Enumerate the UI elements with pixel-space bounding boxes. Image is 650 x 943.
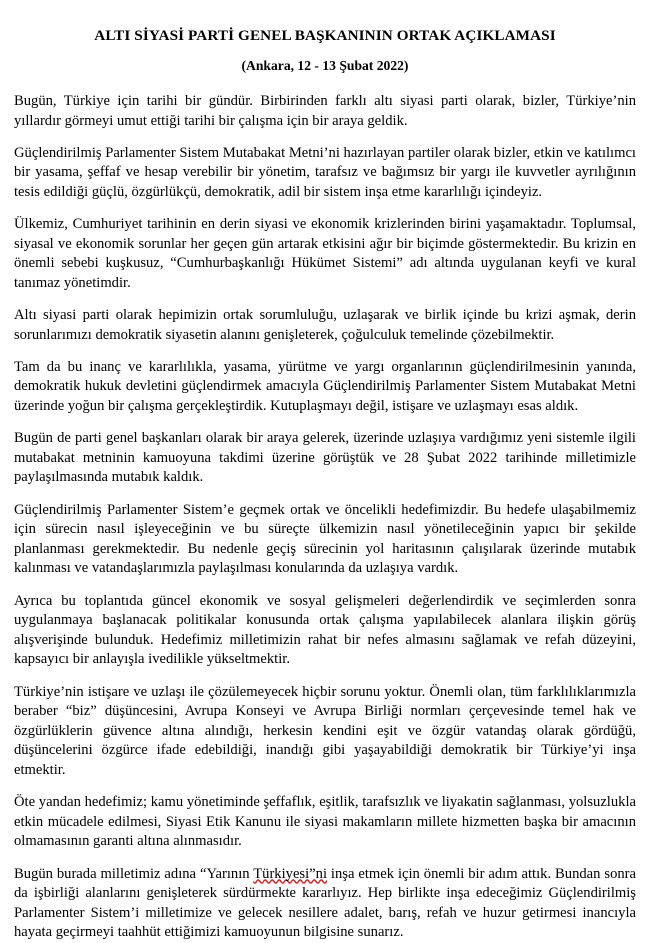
paragraph: Bugün, Türkiye için tarihi bir gündür. Birbirinden farklı altı siyasi parti olarak, bizler, Türkiye’nin yıllardır görmeyi umut ettiği tarihi bir çalışma için bir araya geldik. — [14, 92, 636, 129]
paragraph: Güçlendirilmiş Parlamenter Sistem Mutabakat Metni’ni hazırlayan partiler olarak bizler, etkin ve katılımcı bir yasama, şeffaf ve hesap verebilir bir yönetim, tarafsız ve bağımsız bir yargı ile kuvvetler ayrılığının tesis edildiği güçlü, özgürlükçü, demokratik, adil bir sistem inşa etme kararlılığı içindeyiz. — [14, 144, 636, 200]
document-body — [14, 92, 636, 943]
paragraph: Ülkemiz, Cumhuriyet tarihinin en derin siyasi ve ekonomik krizlerinden birini yaşamaktadır. Toplumsal, siyasal ve ekonomik sorunlar her geçen gün artarak etkisini ağır bir biçimde göstermektedir. Bu krizin en önemli sebebi kuşkusuz, “Cumhurbaşkanlığı Hükümet Sistemi” adı altında uygulanan keyfi ve kural tanımaz yönetimdir. — [14, 216, 636, 291]
paragraph: Türkiye’nin istişare ve uzlaşı ile çözülemeyecek hiçbir sorunu yoktur. Önemli olan, tüm farklılıklarımızla beraber “biz” düşüncesini, Avrupa Konseyi ve Avrupa Birliği normları çerçevesinde temel hak ve özgürlüklerin güvence altına alındığı, herkesin kendini eşit ve özgür vatandaş olarak gördüğü, düşüncelerini özgürce ifade edebildiği, inandığı gibi yaşayabildiği demokratik bir Türkiye’yi inşa etmektir. — [14, 683, 636, 779]
paragraph-with-spellcheck — [14, 865, 636, 943]
spellcheck-underlined-text: Türkiyesi”ni — [253, 865, 327, 882]
document-subtitle: (Ankara, 12 - 13 Şubat 2022) — [241, 58, 409, 73]
paragraph: Güçlendirilmiş Parlamenter Sistem’e geçmek ortak ve öncelikli hedefimizdir. Bu hedefe ulaşabilmemiz için sürecin nasıl işleyeceğinin ve bu süreçte ülkemizin nasıl yönetileceğinin yapıcı bir şekilde planlanması gerekmektedir. Bu nedenle geçiş sürecinin yol haritasının çalışılarak üzerinde mutabık kalınması ve vatandaşlarımızla paylaşılması konularında da uzlaşıya vardık. — [14, 501, 636, 577]
text-run: inşa etmek için önemli bir adım attık. Bundan sonra da işbirliği alanlarını genişleterek sürdürmekte kararlıyız. Hep birlikte inşa edeceğimiz Güçlendirilmiş Parlamenter Sistem’i milletimize ve gelecek nesillere adalet, barış, refah ve huzur getirmesi inancıyla hayata geçirmeyi taahhüt ettiğimizi kamuoyunun bilgisine sunarız. — [14, 865, 636, 941]
text-run: Bugün burada milletimiz adına “Yarının — [14, 865, 254, 882]
paragraph: Öte yandan hedefimiz; kamu yönetiminde şeffaflık, eşitlik, tarafsızlık ve liyakatin sağlanması, yolsuzlukla etkin mücadele edilmesi, Siyasi Etik Kanunu ile siyasi makamların millete hizmetten başka bir amacının olmamasının garanti altına alınmasıdır. — [14, 794, 636, 850]
paragraph: Bugün de parti genel başkanları olarak bir araya gelerek, üzerinde uzlaşıya vardığımız yeni sistemle ilgili mutabakat metninin kamuoyuna takdimi üzerine görüştük ve 28 Şubat 2022 tarihinde milletimizle paylaşılmasında mutabık kaldık. — [14, 430, 636, 486]
document-title: ALTI SİYASİ PARTİ GENEL BAŞKANININ ORTAK AÇIKLAMASI — [94, 27, 556, 44]
paragraph: Tam da bu inanç ve kararlılıkla, yasama, yürütme ve yargı organlarının güçlendirilmesinin yanında, demokratik hukuk devletini güçlendirmek amacıyla Güçlendirilmiş Parlamenter Sistem Mutabakat Metni üzerinde yoğun bir çalışma gerçekleştirdik. Kutuplaşmayı değil, istişare ve uzlaşmayı esas aldık. — [14, 358, 636, 415]
paragraph: Altı siyasi parti olarak hepimizin ortak sorumluluğu, uzlaşarak ve birlik içinde bu krizi aşmak, derin sorunlarımızı demokratik siyasetin alanını genişleterek, çoğulculuk temelinde çözebilmektir. — [14, 307, 636, 343]
paragraph: Ayrıca bu toplantıda güncel ekonomik ve sosyal gelişmeleri değerlendirdik ve seçimlerden sonra uygulanmaya başlanacak politikalar konusunda ortak çalışma yapılabilecek alanlara ilişkin görüş alışverişinde bulunduk. Hedefimiz milletimizin rahat bir nefes almasını sağlamak ve refah düzeyini, kapsayıcı bir anlayışla ivedilikle yükseltmektir. — [14, 592, 636, 668]
